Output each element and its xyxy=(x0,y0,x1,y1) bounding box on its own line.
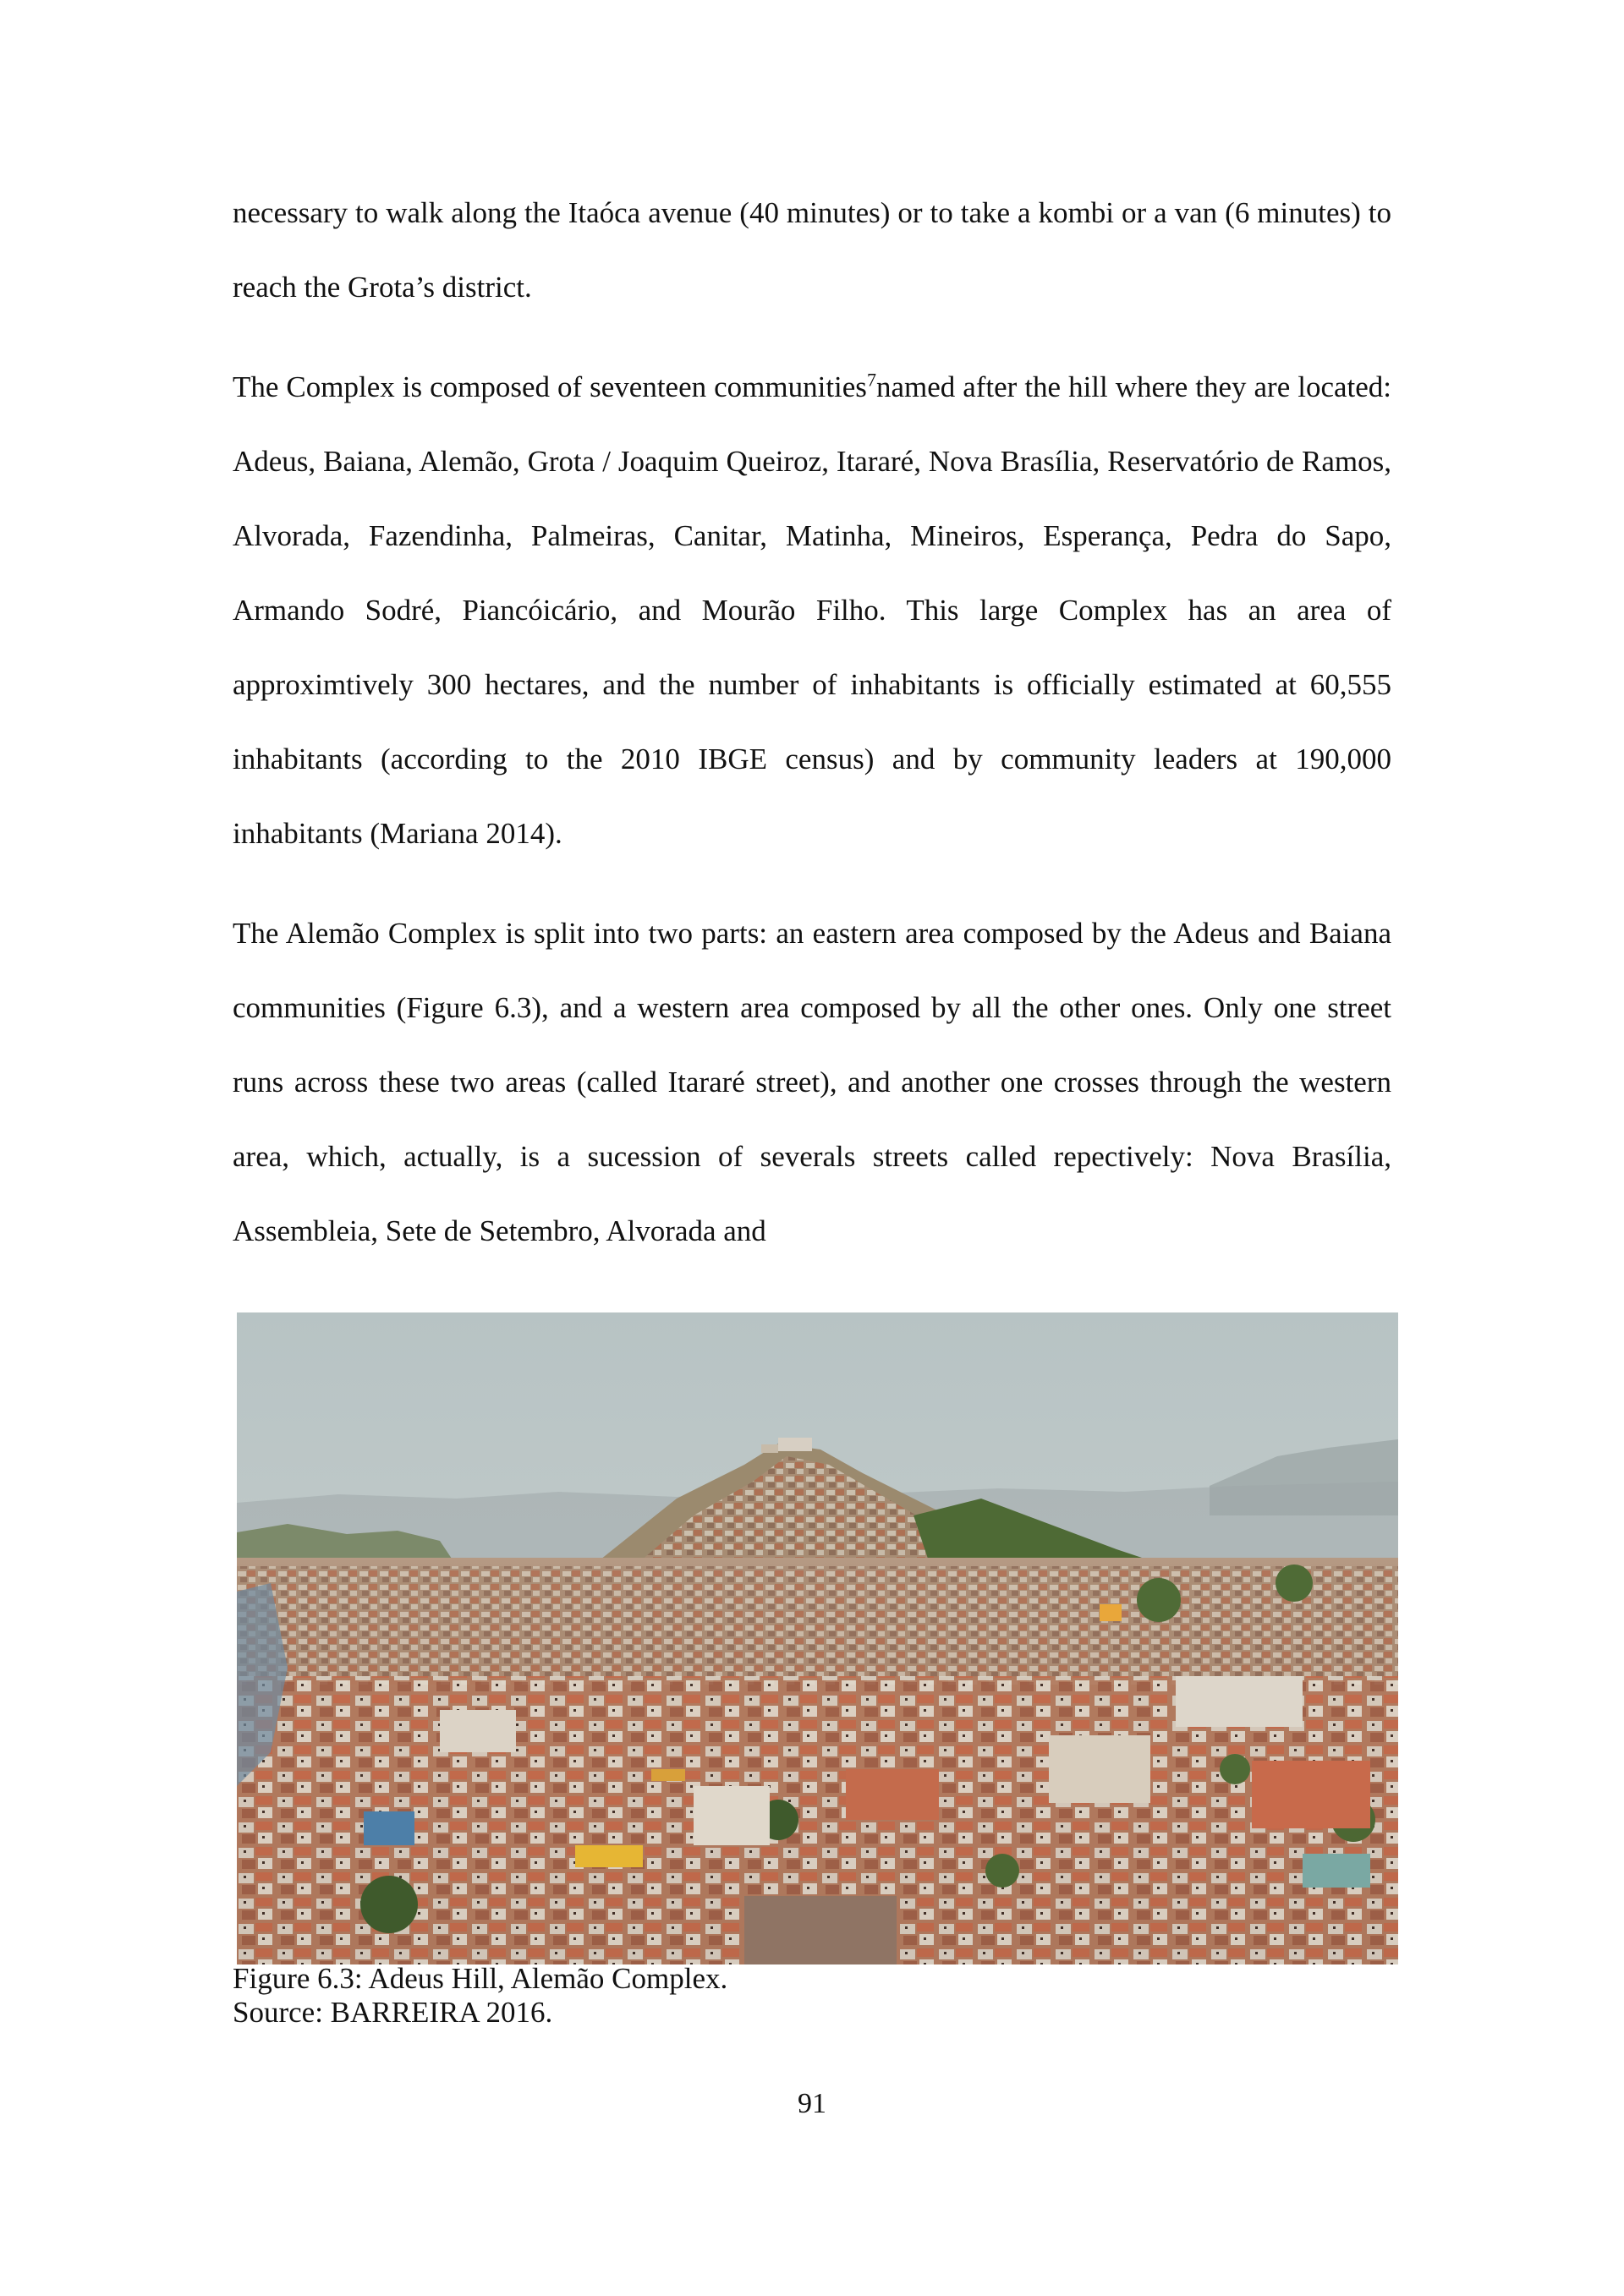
paragraph-2-text xyxy=(233,350,1391,871)
paragraph-2-start: The Complex is composed of seventeen communities xyxy=(233,370,867,403)
paragraph-2 xyxy=(233,350,1391,871)
figure-caption-source: Source: BARREIRA 2016. xyxy=(233,1996,553,2029)
paragraph-1 xyxy=(233,176,1391,325)
page-number: 91 xyxy=(798,2088,826,2119)
paragraph-3 xyxy=(233,896,1391,1269)
figure-caption-title: Figure 6.3: Adeus Hill, Alemão Complex. xyxy=(233,1962,728,1995)
paragraph-1-text: necessary to walk along the Itaóca avenue (40 minutes) or to take a kombi or a van (6 minutes) to reach the Grota’s district. xyxy=(233,196,1391,304)
figure-photo-adeus-hill xyxy=(237,1312,1398,1964)
paragraph-2-rest: named after the hill where they are located: Adeus, Baiana, Alemão, Grota / Joaquim Queiroz, Itararé, Nova Brasília, Reservatório de Ramos, Alvorada, Fazendinha, Palmeiras, Canitar, Matinha, Mineiros, Esperança, Pedra do Sapo, Armando Sodré, Piancóicário, and Mourão Filho. This large Complex has an area of approximtively 300 hectares, and the number of inhabitants is officially estimated at 60,555 inhabitants (according to the 2010 IBGE census) and by community leaders at 190,000 inhabitants (Mariana 2014). xyxy=(233,370,1392,850)
favela-photo-illustration xyxy=(237,1312,1398,1964)
paragraph-3-text: The Alemão Complex is split into two parts: an eastern area composed by the Adeus and Baiana communities (Figure 6.3), and a western area composed by all the other ones. Only one street runs across these two areas (called Itararé street), and another one crosses through the western area, which, actually, is a sucession of severals streets called repectively: Nova Brasília, Assembleia, Sete de Setembro, Alvorada and xyxy=(233,917,1391,1247)
footnote-marker[interactable]: 7 xyxy=(866,369,876,391)
figure-caption xyxy=(233,1962,727,2030)
